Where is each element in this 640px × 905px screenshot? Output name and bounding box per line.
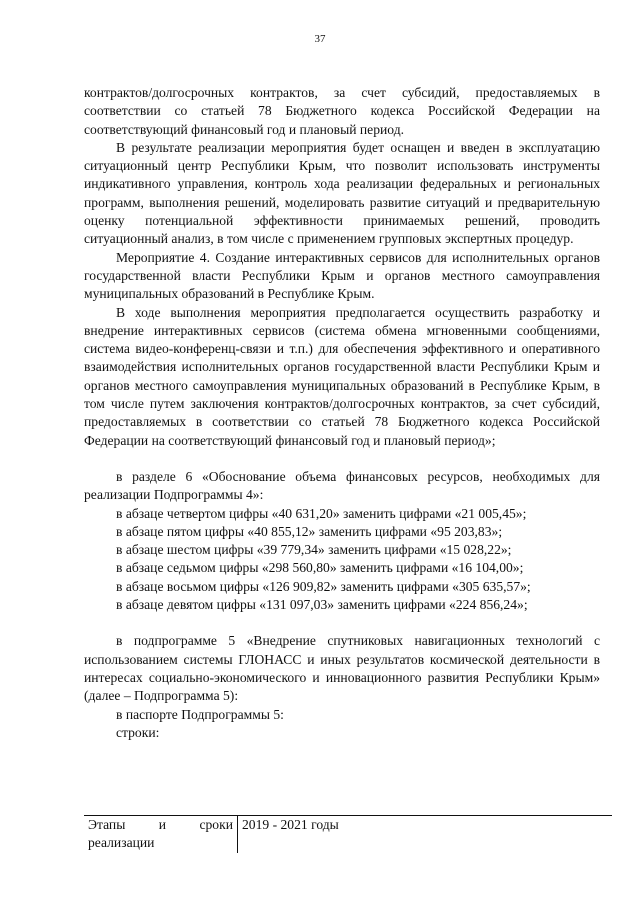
document-body bbox=[84, 84, 600, 742]
paragraph-situation-center: В результате реализации мероприятия будет оснащен и введен в эксплуатацию ситуационный центр Республики Крым, что позволит использовать инструменты индикативного управления, контроль хода реализации федеральных и региональных программ, выполнения решений, моделировать развитие ситуаций и предварительную оценку потенциальной эффективности принимаемых решений, проводить ситуационный анализ, в том числе с применением групповых экспертных процедур. bbox=[84, 139, 600, 247]
replacement-item: в абзаце пятом цифры «40 855,12» заменить цифрами «95 203,83»; bbox=[116, 523, 503, 539]
section6-intro: в разделе 6 «Обоснование объема финансовых ресурсов, необходимых для реализации Подпрограммы 4»: bbox=[84, 468, 600, 503]
page-number: 37 bbox=[314, 33, 326, 45]
passport-table bbox=[84, 815, 612, 853]
paragraph-measure-4: Мероприятие 4. Создание интерактивных сервисов для исполнительных органов государственной власти Республики Крым и органов местного самоуправления муниципальных образований в Республике Крым. bbox=[84, 249, 600, 302]
paragraph-continuation: контрактов/долгосрочных контрактов, за счет субсидий, предоставляемых в соответствии со статьей 78 Бюджетного кодекса Российской Федерации на соответствующий финансовый год и плановый период. bbox=[84, 85, 600, 137]
replacement-item: в абзаце шестом цифры «39 779,34» заменить цифрами «15 028,22»; bbox=[116, 542, 512, 558]
paragraph-interactive-services: В ходе выполнения мероприятия предполагается осуществить разработку и внедрение интерактивных сервисов (система обмена мгновенными сообщениями, система видео-конференц-связи и т.п.) для обеспечения эффективного и оперативного взаимодействия исполнительных органов государственной власти Республики Крым и органов местного самоуправления муниципальных образований в Республике Крым, в том числе путем заключения контрактов/долгосрочных контрактов, за счет субсидий, предоставляемых в соответствии со статьей 78 Бюджетного кодекса Российской Федерации на соответствующий финансовый год и плановый период»; bbox=[84, 304, 600, 448]
replacement-item: в абзаце восьмом цифры «126 909,82» заменить цифрами «305 635,57»; bbox=[116, 578, 531, 594]
label-word: сроки bbox=[199, 817, 233, 832]
label-word: Этапы bbox=[88, 817, 126, 832]
table-value-cell: 2019 - 2021 годы bbox=[238, 816, 613, 853]
label-word: и bbox=[158, 817, 167, 832]
spacer bbox=[84, 450, 600, 468]
label-line2: реализации bbox=[88, 835, 155, 851]
rows-line: строки: bbox=[116, 724, 160, 740]
table-label-cell bbox=[84, 816, 238, 853]
replacement-item: в абзаце четвертом цифры «40 631,20» заменить цифрами «21 005,45»; bbox=[116, 505, 527, 521]
replacement-item: в абзаце седьмом цифры «298 560,80» заменить цифрами «16 104,00»; bbox=[116, 560, 524, 576]
replacement-item: в абзаце девятом цифры «131 097,03» заменить цифрами «224 856,24»; bbox=[116, 597, 528, 613]
table-row bbox=[84, 816, 612, 853]
passport-line: в паспорте Подпрограммы 5: bbox=[116, 706, 284, 722]
spacer bbox=[84, 614, 600, 632]
subprogram5-intro: в подпрограмме 5 «Внедрение спутниковых навигационных технологий с использованием системы ГЛОНАСС и иных результатов космической деятельности в интересах социально-экономического и инновационного развития Республики Крым» (далее – Подпрограмма 5): bbox=[84, 633, 600, 704]
